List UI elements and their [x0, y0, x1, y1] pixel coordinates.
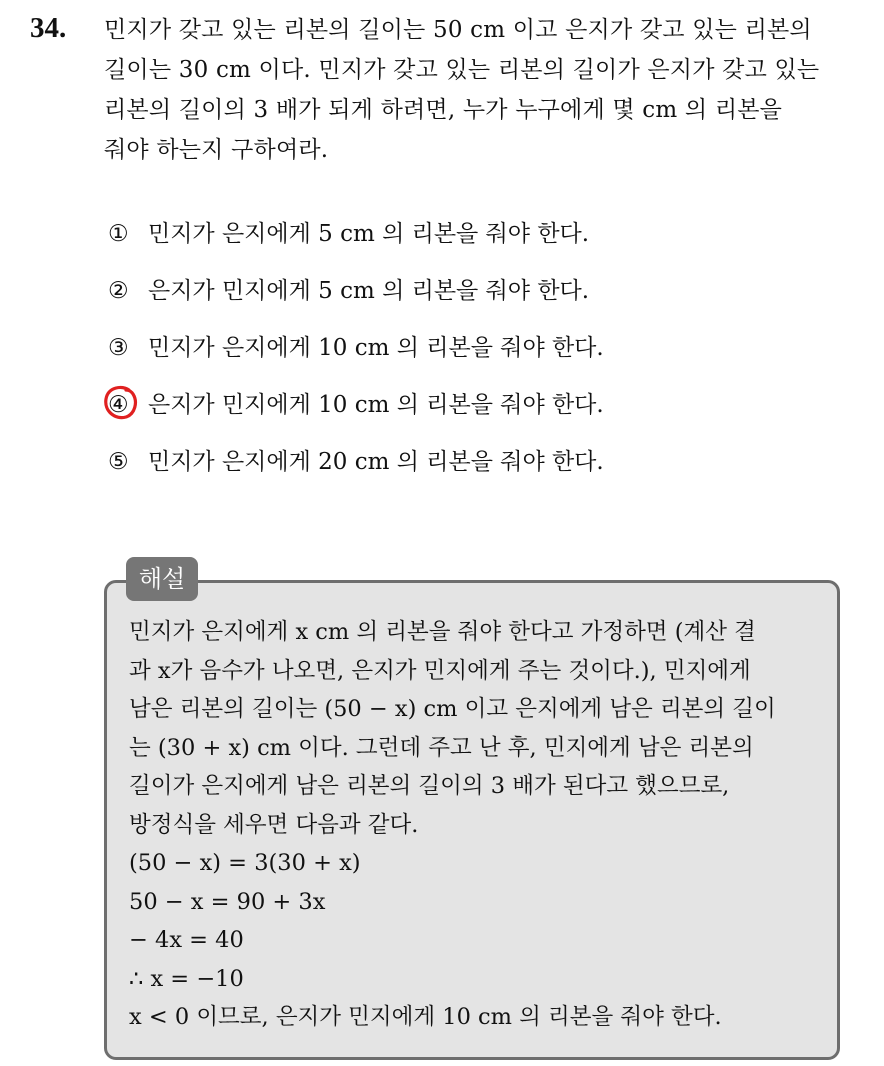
choice-3[interactable] — [108, 326, 604, 383]
question-text — [104, 10, 864, 170]
choice-number: ④ — [108, 392, 129, 418]
explanation-box — [104, 580, 840, 1060]
choice-5[interactable] — [108, 440, 604, 497]
equation-line: − 4x = 40 — [129, 927, 244, 953]
conclusion-line: x < 0 이므로, 은지가 민지에게 10 cm 의 리본을 줘야 한다. — [129, 1004, 722, 1030]
choice-number: ② — [108, 278, 129, 304]
explanation-line: 방정식을 세우면 다음과 같다. — [129, 811, 419, 838]
explanation-line: 남은 리본의 길이는 (50 − x) cm 이고 은지에게 남은 리본의 길이 — [129, 696, 776, 722]
question-line: 민지가 갖고 있는 리본의 길이는 50 cm 이고 은지가 갖고 있는 리본의 — [104, 17, 812, 43]
choice-1[interactable] — [108, 212, 604, 269]
question-line: 길이는 30 cm 이다. 민지가 갖고 있는 리본의 길이가 은지가 갖고 있는 — [104, 57, 820, 83]
choice-text: 민지가 은지에게 20 cm 의 리본을 줘야 한다. — [148, 449, 604, 475]
question-line: 리본의 길이의 3 배가 되게 하려면, 누가 누구에게 몇 cm 의 리본을 — [104, 97, 783, 123]
choice-list — [108, 212, 604, 497]
choice-number: ③ — [108, 335, 129, 361]
choice-number: ① — [108, 221, 129, 247]
question-number: 34. — [30, 12, 67, 44]
choice-2[interactable] — [108, 269, 604, 326]
explanation-label: 해설 — [126, 557, 198, 601]
explanation-line: 길이가 은지에게 남은 리본의 길이의 3 배가 된다고 했으므로, — [129, 773, 730, 799]
question-line: 줘야 하는지 구하여라. — [104, 137, 329, 163]
equation-line: (50 − x) = 3(30 + x) — [129, 850, 361, 876]
choice-text: 은지가 민지에게 10 cm 의 리본을 줘야 한다. — [148, 392, 604, 418]
choice-4[interactable] — [108, 383, 604, 440]
explanation-line: 민지가 은지에게 x cm 의 리본을 줘야 한다고 가정하면 (계산 결 — [129, 619, 756, 645]
explanation-text — [129, 613, 829, 1037]
explanation-line: 는 (30 + x) cm 이다. 그런데 주고 난 후, 민지에게 남은 리본의 — [129, 734, 754, 761]
answer-circle-mark — [102, 384, 140, 422]
equation-line: ∴ x = −10 — [129, 965, 244, 992]
choice-number: ⑤ — [108, 449, 129, 475]
choice-text: 민지가 은지에게 10 cm 의 리본을 줘야 한다. — [148, 335, 604, 361]
explanation-line: 과 x가 음수가 나오면, 은지가 민지에게 주는 것이다.), 민지에게 — [129, 657, 751, 684]
equation-line: 50 − x = 90 + 3x — [129, 888, 326, 915]
choice-text: 민지가 은지에게 5 cm 의 리본을 줘야 한다. — [148, 221, 590, 247]
choice-text: 은지가 민지에게 5 cm 의 리본을 줘야 한다. — [148, 278, 590, 304]
